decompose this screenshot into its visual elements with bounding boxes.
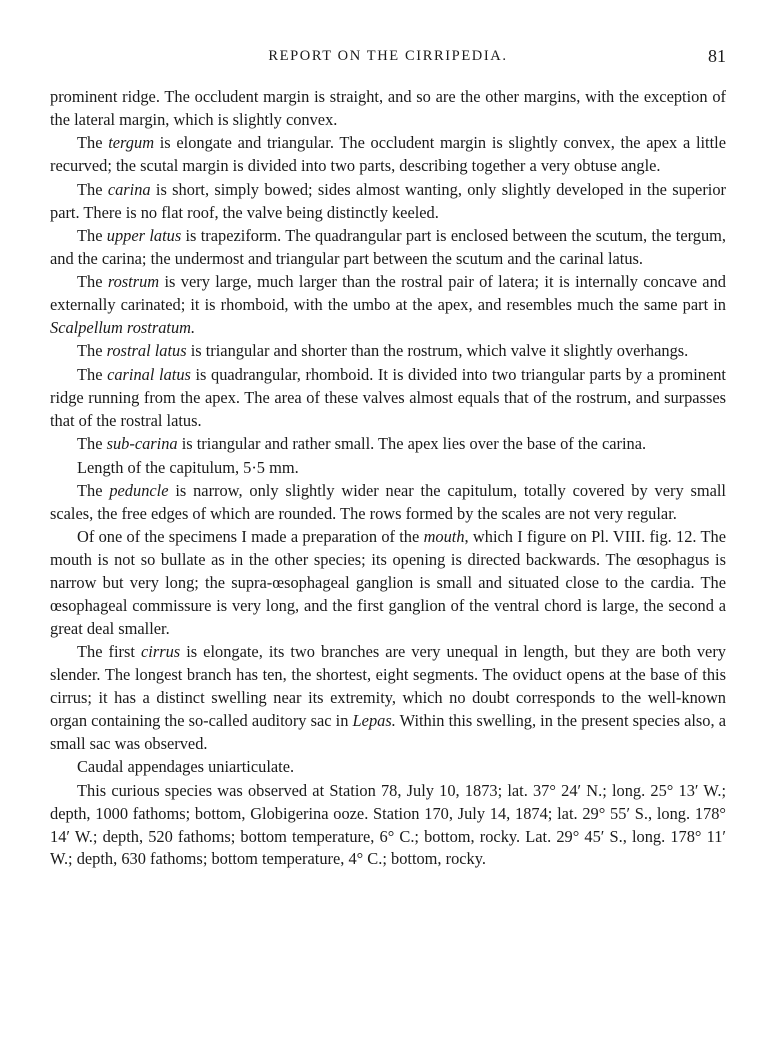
paragraph xyxy=(50,457,726,480)
italic-term: peduncle xyxy=(109,480,169,500)
italic-term: tergum xyxy=(108,133,155,153)
paragraph xyxy=(50,641,726,756)
text-run: Within this swelling, in the present species also, a small sac was observed. xyxy=(50,710,726,753)
text-run: is narrow, only slightly wider near the capitulum, totally covered by very small scales, the free edges of which are rounded. The rows formed by the scales are not very regular. xyxy=(50,480,726,523)
text-run: The xyxy=(77,225,107,245)
text-run: This curious species was observed at Station 78, July 10, 1873; lat. 37° 24′ N.; long. 25° 13′ W.; depth, 1000 fathoms; bottom, Globigerina ooze. Station 170, July 14, 1874; lat. 29° 55′ S., long. 178° 14′ W.; depth, 520 fathoms; bottom temperature, 6° C.; bottom, rocky. Lat. 29° 45′ S., long. 178° 11′ W.; depth, 630 fathoms; bottom temperature, 4° C.; bottom, rocky. xyxy=(50,780,726,869)
text-run: is short, simply bowed; sides almost wanting, only slightly developed in the superior part. There is no flat roof, the valve being distinctly keeled. xyxy=(50,179,726,222)
paragraph xyxy=(50,433,726,456)
text-run: , which I figure on Pl. VIII. fig. 12. The mouth is not so bullate as in the other species; its opening is directed backwards. The œsophagus is narrow but very long; the supra-œsophageal ganglion is small and situated close to the cardia. The œsophageal commissure is very long, and the first ganglion of the ventral chord is large, the second a great deal smaller. xyxy=(50,527,726,638)
text-run: The xyxy=(77,272,108,292)
italic-term: sub-carina xyxy=(106,434,178,454)
text-run: Caudal appendages uniarticulate. xyxy=(77,757,295,777)
text-run: prominent ridge. The occludent margin is straight, and so are the other margins, with the exception of the lateral margin, which is slightly convex. xyxy=(50,87,726,129)
page-number: 81 xyxy=(708,46,726,66)
text-run: Length of the capitulum, 5·5 mm. xyxy=(77,457,299,477)
text-run: The xyxy=(77,364,108,384)
text-run: The xyxy=(77,179,108,199)
text-run: is quadrangular, rhomboid. It is divided into two triangular parts by a prominent ridge running from the apex. The area of these valves almost equals that of the rostrum, and surpasses that of the rostral latus. xyxy=(50,364,726,430)
paragraph xyxy=(50,225,726,271)
paragraph xyxy=(50,86,726,132)
text-run: is elongate, its two branches are very unequal in length, but they are both very slender. The longest branch has ten, the shortest, eight segments. The oviduct opens at the base of this cirrus; it has a distinct swelling near its extremity, which no doubt corresponds to the well-known organ containing the so-called auditory sac in xyxy=(50,642,726,730)
text-run: The xyxy=(77,133,109,153)
italic-term: cirrus xyxy=(140,642,181,662)
italic-term: carinal latus xyxy=(107,364,191,384)
paragraph xyxy=(50,132,726,178)
paragraph xyxy=(50,271,726,340)
paragraph xyxy=(50,179,726,225)
text-run: The xyxy=(77,341,107,361)
text-run: The xyxy=(77,434,107,454)
text-run: is elongate and triangular. The occludent margin is slightly convex, the apex a little recurved; the scutal margin is divided into two parts, describing together a very obtuse angle. xyxy=(50,133,726,176)
paragraph xyxy=(50,340,726,363)
paragraph xyxy=(50,756,726,779)
italic-term: mouth xyxy=(423,527,465,547)
italic-term: upper latus xyxy=(106,225,182,245)
text-run: is very large, much larger than the rostral pair of latera; it is internally concave and externally carinated; it is rhomboid, with the umbo at the apex, and resembles much the same part in xyxy=(50,272,726,315)
paragraph xyxy=(50,780,726,872)
italic-term: rostral latus xyxy=(106,341,187,361)
paragraph xyxy=(50,480,726,526)
italic-term: Lepas. xyxy=(352,710,396,730)
italic-term: Scalpellum rostratum. xyxy=(50,318,196,338)
text-run: The xyxy=(77,480,110,500)
body-text xyxy=(50,86,726,871)
running-title: REPORT ON THE CIRRIPEDIA. xyxy=(268,48,508,64)
italic-term: carina xyxy=(107,179,151,199)
text-run: is triangular and rather small. The apex lies over the base of the carina. xyxy=(177,434,647,454)
paragraph xyxy=(50,526,726,641)
italic-term: rostrum xyxy=(107,272,160,292)
paragraph xyxy=(50,364,726,433)
text-run: is trapeziform. The quadrangular part is enclosed between the scutum, the tergum, and the carina; the undermost and triangular part between the scutum and the carinal latus. xyxy=(50,225,726,268)
text-run: The first xyxy=(77,642,141,662)
text-run: is triangular and shorter than the rostrum, which valve it slightly overhangs. xyxy=(186,341,689,361)
page-header xyxy=(50,46,726,70)
text-run: Of one of the specimens I made a preparation of the xyxy=(77,527,424,547)
